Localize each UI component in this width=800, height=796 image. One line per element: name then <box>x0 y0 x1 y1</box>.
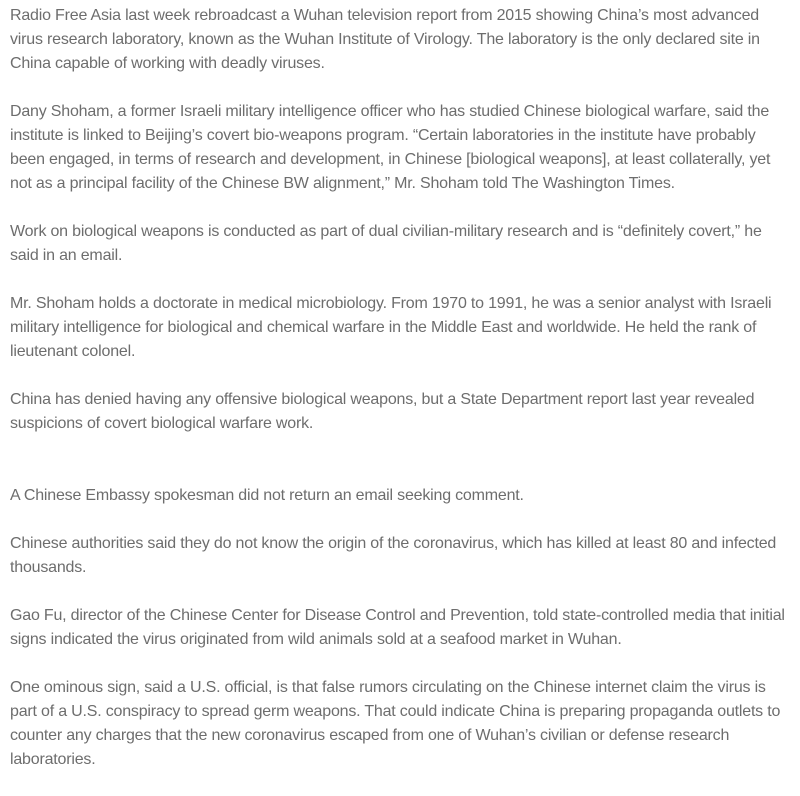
article-paragraph-authorities-origin: Chinese authorities said they do not know the origin of the coronavirus, which has killed at least 80 and infected thousands. <box>10 535 777 576</box>
article-paragraph-shoham-doctorate: Mr. Shoham holds a doctorate in medical microbiology. From 1970 to 1991, he was a senior analyst with Israeli military intelligence for biological and chemical warfare in the Middle East and worldwide. He held the rank of lieutenant colonel. <box>10 295 772 360</box>
article-paragraph-ominous-sign: One ominous sign, said a U.S. official, is that false rumors circulating on the Chinese internet claim the virus is part of a U.S. conspiracy to spread germ weapons. That could indicate China is preparing propaganda outlets to counter any charges that the new coronavirus escaped from one of Wuhan’s civilian or defense research laboratories. <box>10 679 781 768</box>
article-paragraph-dany-shoham: Dany Shoham, a former Israeli military intelligence officer who has studied Chinese biological warfare, said the institute is linked to Beijing’s covert bio-weapons program. “Certain laboratories in the institute have probably been engaged, in terms of research and development, in Chinese [biological weapons], at least collaterally, yet not as a principal facility of the Chinese BW alignment,” Mr. Shoham told The Washington Times. <box>10 103 771 192</box>
article-paragraph-gao-fu: Gao Fu, director of the Chinese Center for Disease Control and Prevention, told state-controlled media that initial signs indicated the virus originated from wild animals sold at a seafood market in Wuhan. <box>10 607 785 648</box>
article-paragraph-embassy-spokesman: A Chinese Embassy spokesman did not return an email seeking comment. <box>10 487 524 504</box>
article-paragraph-work-on-weapons: Work on biological weapons is conducted as part of dual civilian-military research and is “definitely covert,” he said in an email. <box>10 223 762 264</box>
article-paragraph-china-denied: China has denied having any offensive biological weapons, but a State Department report last year revealed suspicions of covert biological warfare work. <box>10 391 755 432</box>
article-paragraph-radio-free-asia: Radio Free Asia last week rebroadcast a Wuhan television report from 2015 showing China’s most advanced virus research laboratory, known as the Wuhan Institute of Virology. The laboratory is the only declared site in China capable of working with deadly viruses. <box>10 7 760 72</box>
